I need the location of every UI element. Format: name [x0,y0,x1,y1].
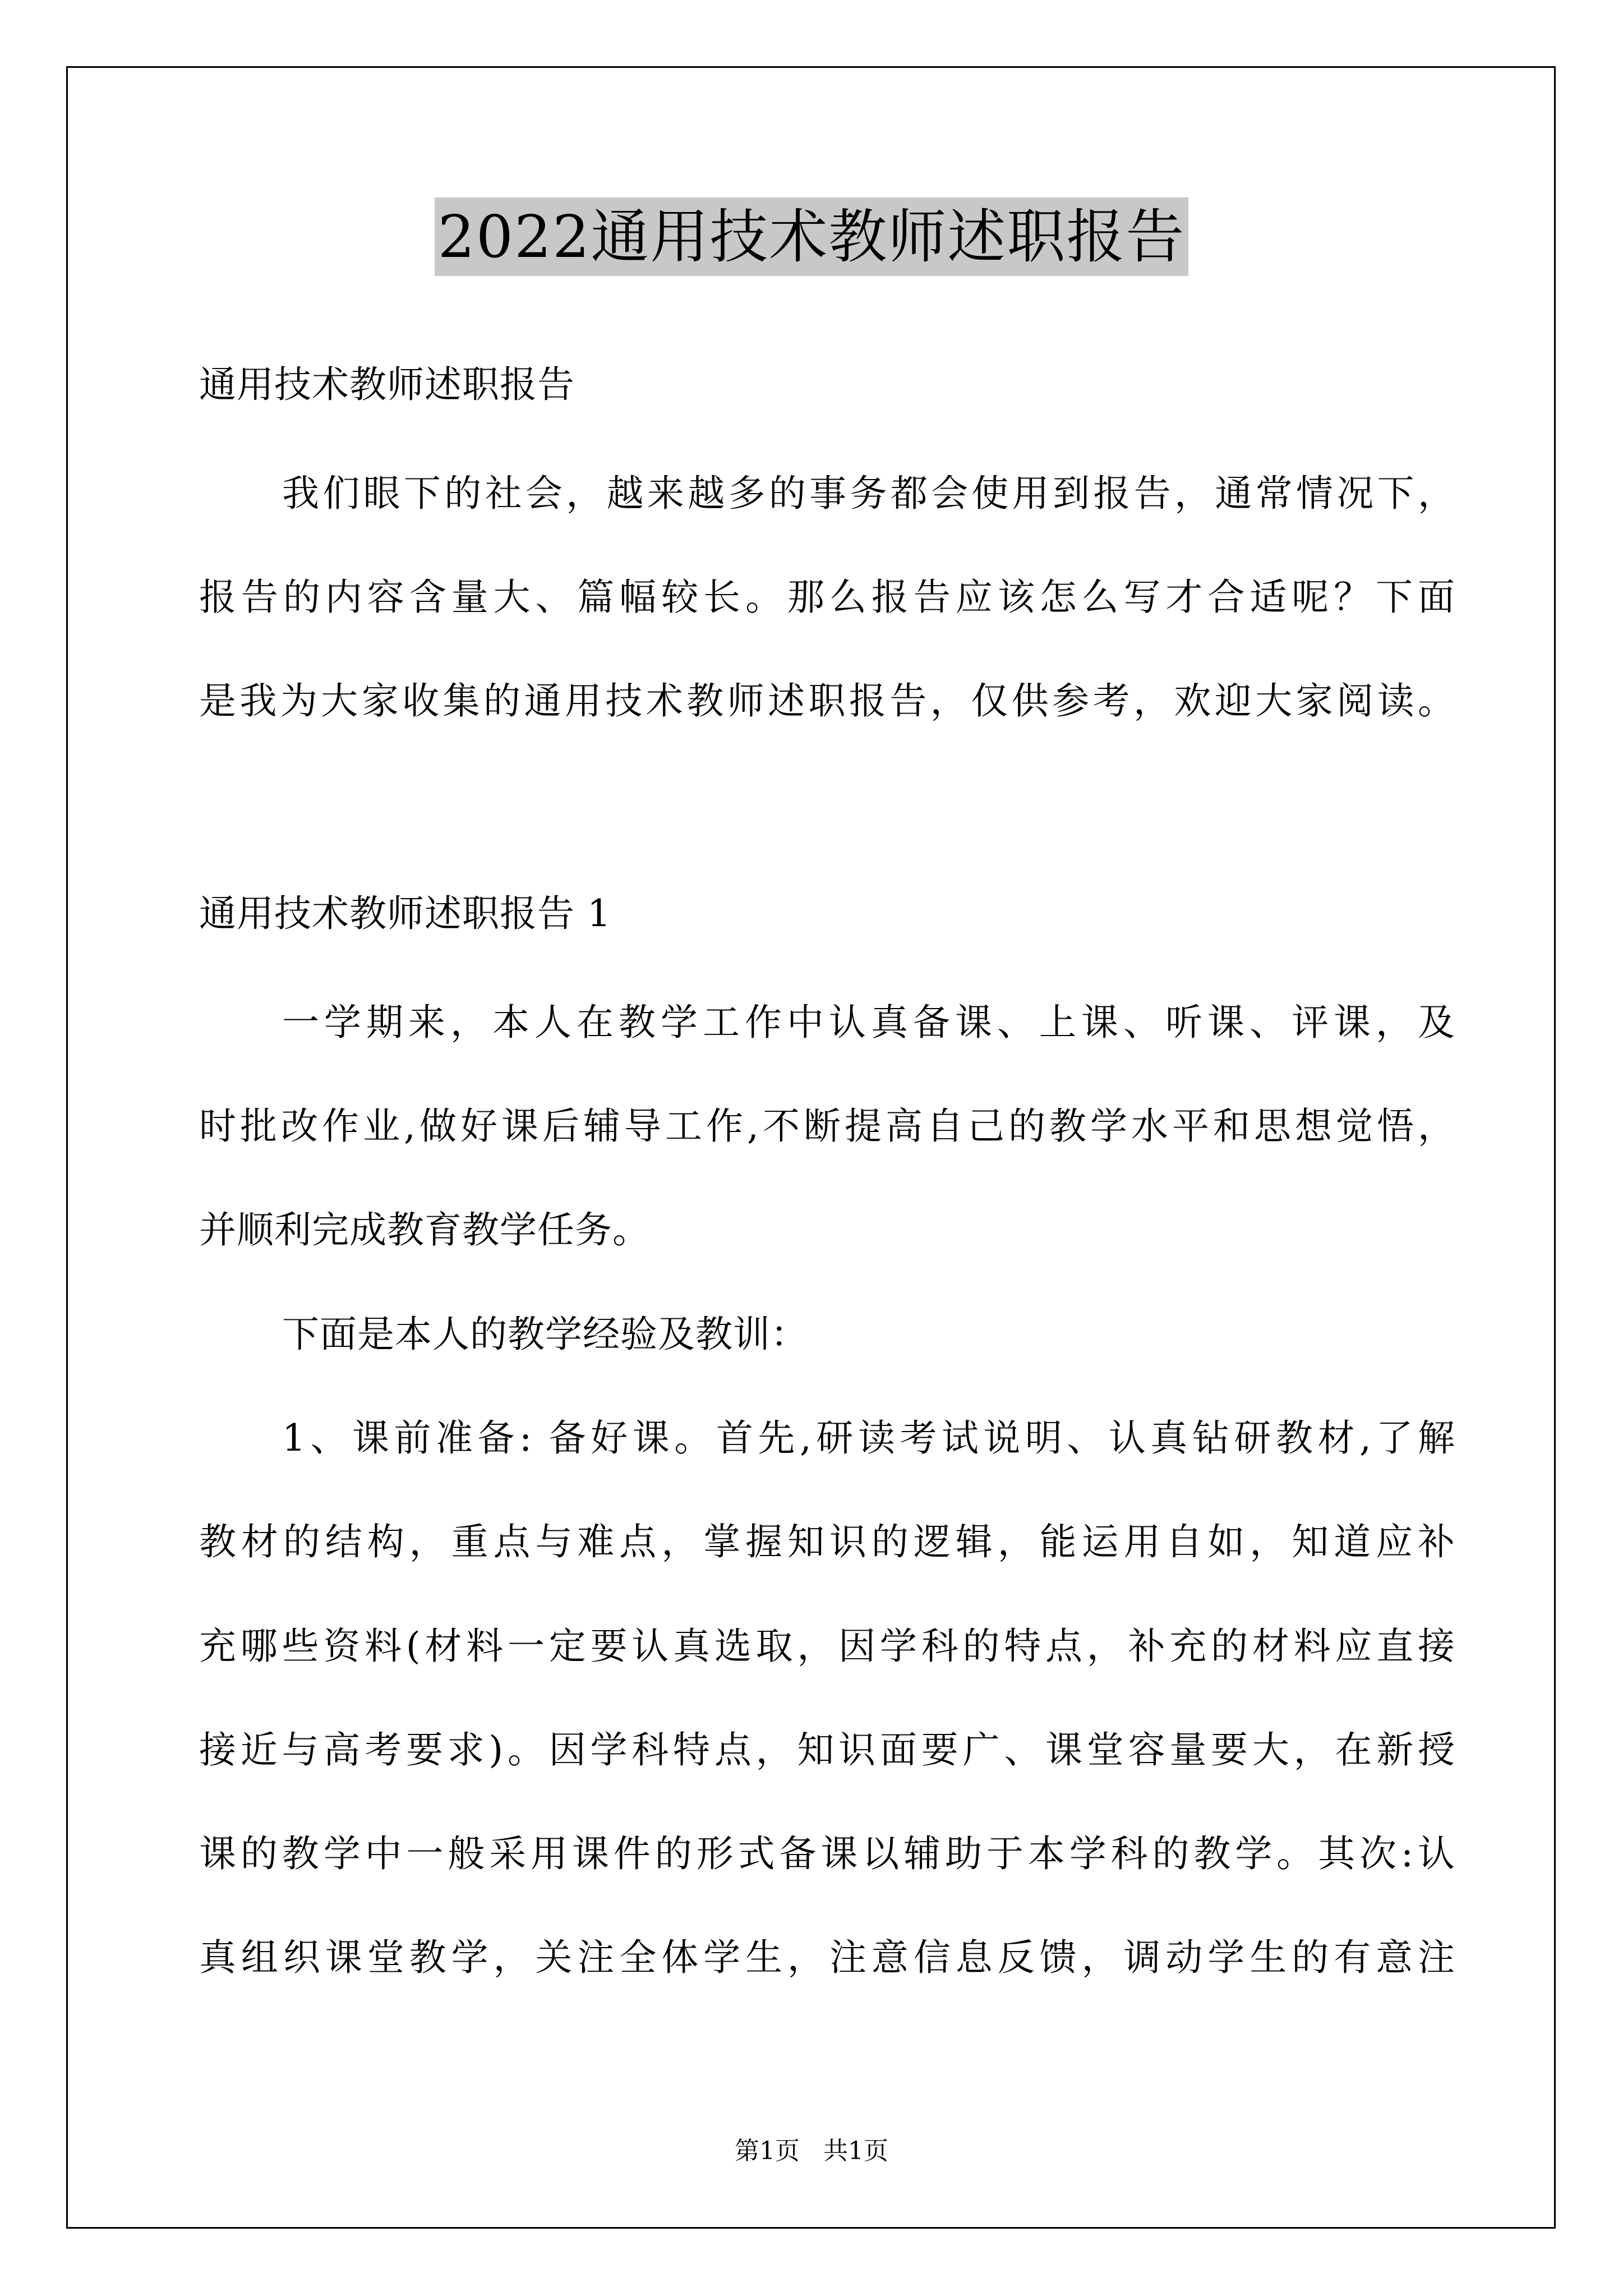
intro-line: 我们眼下的社会，越来越多的事务都会使用到报告，通常情况下， [282,472,1455,515]
paragraph-line: 1、课前准备: 备好课。首先,研读考试说明、认真钻研教材,了解 [282,1416,1455,1460]
paragraph-line: 时批改作业,做好课后辅导工作,不断提高自己的教学水平和思想觉悟， [199,1105,1455,1148]
subtitle: 通用技术教师述职报告 [199,363,575,406]
paragraph-line: 并顺利完成教育教学任务。 [199,1208,650,1251]
intro-line: 是我为大家收集的通用技术教师述职报告，仅供参考，欢迎大家阅读。 [199,679,1455,723]
page-footer: 第1页 共1页 [735,2137,888,2165]
paragraph-line: 下面是本人的教学经验及教训： [282,1313,808,1356]
title-container [0,197,1623,276]
section-heading: 通用技术教师述职报告 1 [199,892,611,935]
intro-line: 报告的内容含量大、篇幅较长。那么报告应该怎么写才合适呢？下面 [199,576,1455,619]
paragraph-line: 充哪些资料(材料一定要认真选取，因学科的特点，补充的材料应直接 [199,1625,1455,1668]
paragraph-line: 接近与高考要求)。因学科特点，知识面要广、课堂容量要大，在新授 [199,1728,1455,1772]
document-title: 2022通用技术教师述职报告 [435,197,1189,276]
paragraph-line: 一学期来，本人在教学工作中认真备课、上课、听课、评课，及 [282,1001,1455,1044]
paragraph-line: 教材的结构，重点与难点，掌握知识的逻辑，能运用自如，知道应补 [199,1520,1455,1563]
paragraph-line: 课的教学中一般采用课件的形式备课以辅助于本学科的教学。其次:认 [199,1832,1455,1875]
paragraph-line: 真组织课堂教学，关注全体学生，注意信息反馈，调动学生的有意注 [199,1936,1455,1979]
